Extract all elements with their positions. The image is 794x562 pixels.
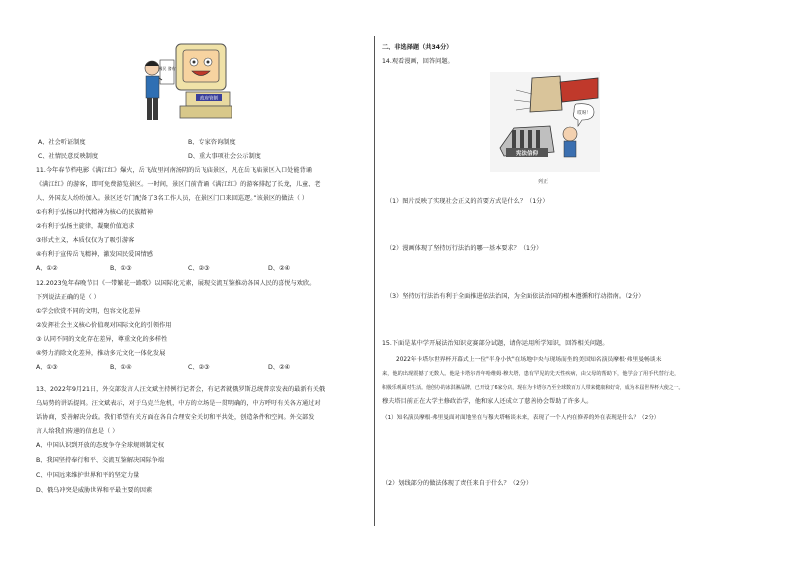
q12-option-d: D、②④ <box>268 364 291 371</box>
column-divider <box>374 36 375 526</box>
speech-bubble-text: 哎呀！ <box>577 111 591 116</box>
q12-option-c: C、②③ <box>188 364 210 371</box>
q15-passage-1: 2022年卡塔尔世界杯开幕式上一位"半身小伙"在场地中央与现场而坐的美国知名演员摩根·弗里曼畅谈未 <box>396 357 662 363</box>
q11-statement-2: ②有利于弘扬主旋律，凝聚价值追求 <box>36 223 135 230</box>
q12-statement-1: ①学会欣赏不同的文明，包容文化差异 <box>36 308 141 315</box>
q15-passage-4: 穆夫塔目前正在大学主修政治学，他和家人还成立了慈善协会帮助了许多人。 <box>382 398 593 405</box>
q14-sub-2: （2）漫画体现了坚持厉行法治的哪一基本要求？（1分） <box>386 245 543 252</box>
q15-passage-3: 积极乐观面对生活。他创办的冰淇淋品牌，已开设了6家分店，现在为卡塔尔乃至全球数百万人带来健康和好奇，成为本届世界杯大使之一。 <box>382 385 684 391</box>
q14-intro: 14.观看漫画，回答问题。 <box>382 58 454 65</box>
q12-statement-2: ②发挥社会主义核心价值观对国际文化的引领作用 <box>36 322 172 329</box>
q13-option-c: C、中国远来维护世界和平的坚定力量 <box>36 472 140 479</box>
q10-option-a: A、社会听证制度 <box>38 139 86 146</box>
q11-line-2: 《满江红》的游客，即可免费游览景区。一时间，景区门前背诵《满江红》的游客排起了长龙，儿童、老 <box>36 181 321 188</box>
q13-line-1: 13、2022年9月21日，外交部发言人汪文斌主持例行记者会，有记者就俄罗斯总统普京发表的最新有关俄 <box>36 386 326 393</box>
q13-line-3: 话协商，妥善解决分歧。我们希望有关方面在各自合理安全关切和平共处，创造条件和空间。外交部发 <box>36 414 315 421</box>
q11-statement-1: ①有利于弘扬以时代精神为核心的民族精神 <box>36 209 153 216</box>
q10-option-d: D、重大事项社会公示制度 <box>188 153 261 160</box>
q13-line-2: 乌局势的讲话提问。汪文斌表示，对于乌克兰危机，中方的立场是一贯明确的，中方呼吁有关各方通过对 <box>36 400 321 407</box>
section-2-title: 二、非选择题（共34分） <box>382 44 453 51</box>
cartoon-computer-image <box>140 38 232 126</box>
q15-sub-2: （2）划线部分的做法体现了责任来自于什么？（2分） <box>382 480 533 487</box>
cartoon-label: 宪法信仰 <box>515 151 539 157</box>
q11-option-d: D、②④ <box>268 265 291 272</box>
q11-line-1: 11.今年春节档电影《满江红》爆火，岳飞故里河南汤阴的岳飞庙景区，凡在岳飞庙景区入口处能背诵 <box>36 167 312 174</box>
q15-intro: 15.下面是某中学开展法治知识竞赛部分试题，请你运用所学知识，回答相关问题。 <box>382 340 609 347</box>
q13-option-d: D、俄乌冲突是威胁世界和平最主要的因素 <box>36 487 153 494</box>
q11-statement-4: ④有利于宣传岳飞精神，激发国民爱国情感 <box>36 251 153 258</box>
q15-passage-2: 来，他的出现震撼了无数人。他是卡塔尔青年哈维姆·穆夫塔，患有罕见的先天性疾病，由父母的帮助下，他学会了用手代替行走， <box>382 371 680 377</box>
q11-option-a: A、①② <box>36 265 58 272</box>
q13-option-b: B、我国坚持奉行和平、交流互鉴解决国际争端 <box>36 457 164 464</box>
q14-sub-1: （1）图片反映了实现社会正义的首要方式是什么？（1分） <box>386 198 549 205</box>
q11-statement-3: ③形式主义，本质仅仅为了吸引游客 <box>36 237 135 244</box>
q10-option-b: B、专家咨询制度 <box>188 139 236 146</box>
q11-option-c: C、②③ <box>188 265 210 272</box>
paper-text: 國民 發布 <box>158 66 176 71</box>
q11-option-b: B、①③ <box>110 265 132 272</box>
q13-option-a: A、中国认识到开放的态度争夺全球规则制定权 <box>36 442 164 449</box>
q12-statement-3: ③ 认同不同的文化存在差异，尊重文化的多样性 <box>36 336 168 343</box>
q13-line-4: 言人给我们传递的信息是（ ） <box>36 428 119 435</box>
q12-option-a: A、①③ <box>36 364 58 371</box>
cartoon-constitution-image <box>490 72 600 172</box>
q12-option-b: B、①④ <box>110 364 132 371</box>
q10-option-c: C、社情民意反映制度 <box>38 153 99 160</box>
q12-line-1: 12.2023兔年春晚节目《一带繁花一路歌》以国际化元素，展现交流互鉴推动各国人民的喜悦与欢欣。 <box>36 280 316 287</box>
q12-statement-4: ④努力消除文化差异，推动多元文化一体化发展 <box>36 350 166 357</box>
q15-sub-1: （1）知名演员摩根·弗里曼面对面地坐在与穆夫塔畅谈未来，表现了一个人内在修养的外在表现是什么？（2分） <box>382 415 660 421</box>
computer-sign-text: 政府管制 <box>200 96 218 102</box>
q11-line-3: 人、外国友人纷纷加入。景区还专门配备了3名工作人员，在景区门口来回巡逻。”该景区的做法（ ） <box>36 195 309 202</box>
q14-sub-3: （3）坚持厉行法治有利于全面推进依法治国，为全面依法治国的根本遵循和行动指南。（2分） <box>386 293 645 300</box>
cartoon-caption: 列正 <box>538 179 549 185</box>
q12-line-2: 下列说法正确的是（ ） <box>36 294 100 301</box>
